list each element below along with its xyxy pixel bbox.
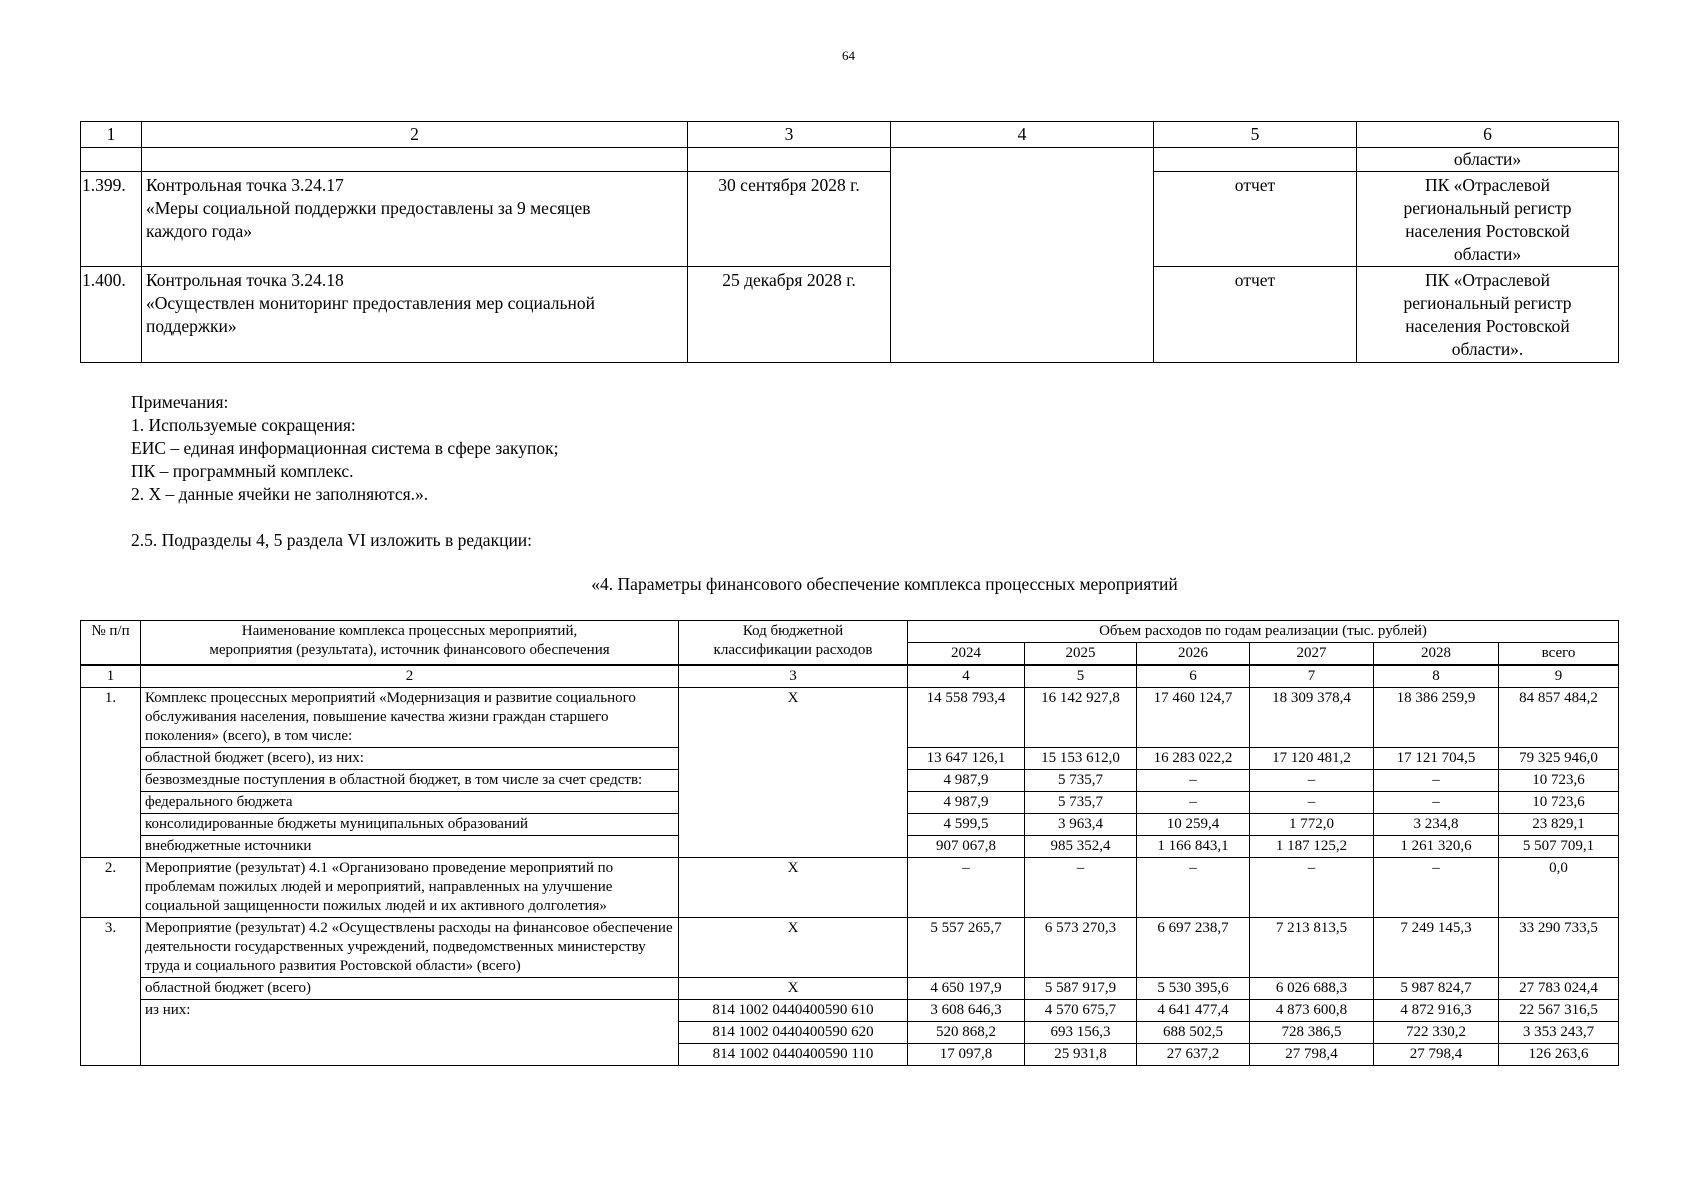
date-cell: 25 декабря 2028 г. [688,267,891,363]
value-cell: – [1250,792,1374,814]
value-cell: 4 873 600,8 [1250,1000,1374,1022]
value-cell: 14 558 793,4 [908,688,1025,748]
col-number: 7 [1250,665,1374,688]
row-code: 814 1002 0440400590 610 [679,1000,908,1022]
value-cell: 27 637,2 [1137,1044,1250,1066]
value-cell: 520 868,2 [908,1022,1025,1044]
col-number: 9 [1499,665,1619,688]
header-year: 2026 [1137,643,1250,666]
value-cell: 33 290 733,5 [1499,918,1619,978]
value-cell: 4 987,9 [908,792,1025,814]
value-cell: – [908,858,1025,918]
value-cell: 3 608 646,3 [908,1000,1025,1022]
value-cell: – [1374,792,1499,814]
document-cell: отчет [1154,172,1357,267]
value-cell: – [1137,858,1250,918]
value-cell: 1 261 320,6 [1374,836,1499,858]
value-cell: 5 587 917,9 [1025,978,1137,1000]
financing-table [80,620,1619,1066]
col-number: 6 [1357,122,1619,148]
source-cell: области» [1357,148,1619,172]
row-code: Х [679,978,908,1000]
table-row [81,858,1619,918]
row-code: 814 1002 0440400590 620 [679,1022,908,1044]
value-cell: 6 026 688,3 [1250,978,1374,1000]
value-cell: 22 567 316,5 [1499,1000,1619,1022]
table-header-row [81,122,1619,148]
row-name: областной бюджет (всего), из них: [141,748,679,770]
value-cell: 79 325 946,0 [1499,748,1619,770]
value-cell: 5 557 265,7 [908,918,1025,978]
table-header-row [81,621,1619,643]
value-cell: 3 234,8 [1374,814,1499,836]
value-cell: 4 872 916,3 [1374,1000,1499,1022]
row-number: 1.399. [81,172,142,267]
value-cell: 728 386,5 [1250,1022,1374,1044]
value-cell: 27 798,4 [1250,1044,1374,1066]
value-cell: 3 963,4 [1025,814,1137,836]
table-row [81,1000,1619,1022]
value-cell: 985 352,4 [1025,836,1137,858]
table-row [81,978,1619,1000]
value-cell: 4 650 197,9 [908,978,1025,1000]
document-cell: отчет [1154,267,1357,363]
header-year: 2025 [1025,643,1137,666]
note-line: 2. Х – данные ячейки не заполняются.». [131,484,429,504]
row-number: 1.400. [81,267,142,363]
value-cell: 1 166 843,1 [1137,836,1250,858]
row-name: областной бюджет (всего) [141,978,679,1000]
notes-heading: Примечания: [131,392,229,412]
value-cell: – [1250,858,1374,918]
row-name: Комплекс процессных мероприятий «Модернизация и развитие социального обслуживания населения, повышение качества жизни граждан старшего поколения» (всего), в том числе: [141,688,679,748]
row-name: Мероприятие (результат) 4.1 «Организовано проведение мероприятий по проблемам пожилых людей и мероприятий, направленных на улучшение социальной защищенности пожилых людей и их активного долголетия» [141,858,679,918]
value-cell: 3 353 243,7 [1499,1022,1619,1044]
note-line: 1. Используемые сокращения: [131,415,356,435]
value-cell: – [1025,858,1137,918]
note-line: ЕИС – единая информационная система в сфере закупок; [131,438,559,458]
value-cell: 10 723,6 [1499,792,1619,814]
row-number: 1. [81,688,141,858]
row-name: Мероприятие (результат) 4.2 «Осуществлены расходы на финансовое обеспечение деятельности государственных учреждений, подведомственных министерству труда и социального развития Ростовской области» (всего) [141,918,679,978]
row-code: Х [679,858,908,918]
merged-cell [891,148,1154,363]
col-number: 2 [141,665,679,688]
value-cell: 0,0 [1499,858,1619,918]
value-cell: 6 697 238,7 [1137,918,1250,978]
header-name: Наименование комплекса процессных мероприятий, мероприятия (результата), источник финансового обеспечения [141,621,679,666]
value-cell: 722 330,2 [1374,1022,1499,1044]
col-number: 2 [142,122,688,148]
value-cell: 7 249 145,3 [1374,918,1499,978]
value-cell: 17 120 481,2 [1250,748,1374,770]
header-num: № п/п [81,621,141,666]
page-number: 64 [842,48,855,63]
value-cell: 5 530 395,6 [1137,978,1250,1000]
value-cell: 907 067,8 [908,836,1025,858]
value-cell: 688 502,5 [1137,1022,1250,1044]
value-cell: 17 121 704,5 [1374,748,1499,770]
column-numbers-row [81,665,1619,688]
col-number: 5 [1025,665,1137,688]
value-cell: 18 309 378,4 [1250,688,1374,748]
value-cell: – [1374,858,1499,918]
row-name: внебюджетные источники [141,836,679,858]
value-cell: – [1250,770,1374,792]
value-cell: 16 142 927,8 [1025,688,1137,748]
value-cell: 6 573 270,3 [1025,918,1137,978]
col-number: 4 [891,122,1154,148]
notes-block [131,391,559,506]
row-name: консолидированные бюджеты муниципальных образований [141,814,679,836]
value-cell: 4 599,5 [908,814,1025,836]
table-row [81,267,1619,363]
row-name: из них: [141,1000,679,1066]
row-name: федерального бюджета [141,792,679,814]
col-number: 1 [81,665,141,688]
value-cell: 4 987,9 [908,770,1025,792]
value-cell: 13 647 126,1 [908,748,1025,770]
col-number: 3 [688,122,891,148]
value-cell: 84 857 484,2 [1499,688,1619,748]
value-cell: 17 460 124,7 [1137,688,1250,748]
value-cell: 18 386 259,9 [1374,688,1499,748]
value-cell: 1 187 125,2 [1250,836,1374,858]
col-number: 8 [1374,665,1499,688]
row-code: Х [679,688,908,858]
col-number: 3 [679,665,908,688]
table-row [81,688,1619,748]
row-number: 2. [81,858,141,918]
row-code: Х [679,918,908,978]
value-cell: 5 987 824,7 [1374,978,1499,1000]
value-cell: 5 735,7 [1025,792,1137,814]
section-instruction: 2.5. Подразделы 4, 5 раздела VI изложить в редакции: [131,530,533,550]
control-point-title: Контрольная точка 3.24.17 «Меры социальной поддержки предоставлены за 9 месяцев каждого года» [142,172,688,267]
value-cell: – [1137,770,1250,792]
table-row [81,918,1619,978]
value-cell: – [1374,770,1499,792]
col-number: 5 [1154,122,1357,148]
col-number: 6 [1137,665,1250,688]
header-year: 2027 [1250,643,1374,666]
value-cell: 4 570 675,7 [1025,1000,1137,1022]
table-title: «4. Параметры финансового обеспечение комплекса процессных мероприятий [591,574,1178,594]
header-year: 2024 [908,643,1025,666]
value-cell: 7 213 813,5 [1250,918,1374,978]
value-cell: – [1137,792,1250,814]
note-line: ПК – программный комплекс. [131,461,354,481]
value-cell: 4 641 477,4 [1137,1000,1250,1022]
col-number: 1 [81,122,142,148]
value-cell: 1 772,0 [1250,814,1374,836]
value-cell: 15 153 612,0 [1025,748,1137,770]
header-volume: Объем расходов по годам реализации (тыс. рублей) [908,621,1619,643]
value-cell: 693 156,3 [1025,1022,1137,1044]
value-cell: 126 263,6 [1499,1044,1619,1066]
value-cell: 5 507 709,1 [1499,836,1619,858]
row-code: 814 1002 0440400590 110 [679,1044,908,1066]
value-cell: 27 783 024,4 [1499,978,1619,1000]
source-cell: ПК «Отраслевой региональный регистр населения Ростовской области». [1357,267,1619,363]
value-cell: 16 283 022,2 [1137,748,1250,770]
header-code: Код бюджетной классификации расходов [679,621,908,666]
control-point-title: Контрольная точка 3.24.18 «Осуществлен мониторинг предоставления мер социальной поддержки» [142,267,688,363]
value-cell: 5 735,7 [1025,770,1137,792]
control-points-table [80,121,1619,363]
date-cell: 30 сентября 2028 г. [688,172,891,267]
value-cell: 23 829,1 [1499,814,1619,836]
row-name: безвозмездные поступления в областной бюджет, в том числе за счет средств: [141,770,679,792]
value-cell: 10 259,4 [1137,814,1250,836]
header-total: всего [1499,643,1619,666]
col-number: 4 [908,665,1025,688]
header-year: 2028 [1374,643,1499,666]
value-cell: 10 723,6 [1499,770,1619,792]
value-cell: 27 798,4 [1374,1044,1499,1066]
source-cell: ПК «Отраслевой региональный регистр населения Ростовской области» [1357,172,1619,267]
value-cell: 17 097,8 [908,1044,1025,1066]
row-number: 3. [81,918,141,1066]
table-row [81,148,1619,172]
table-row [81,172,1619,267]
value-cell: 25 931,8 [1025,1044,1137,1066]
